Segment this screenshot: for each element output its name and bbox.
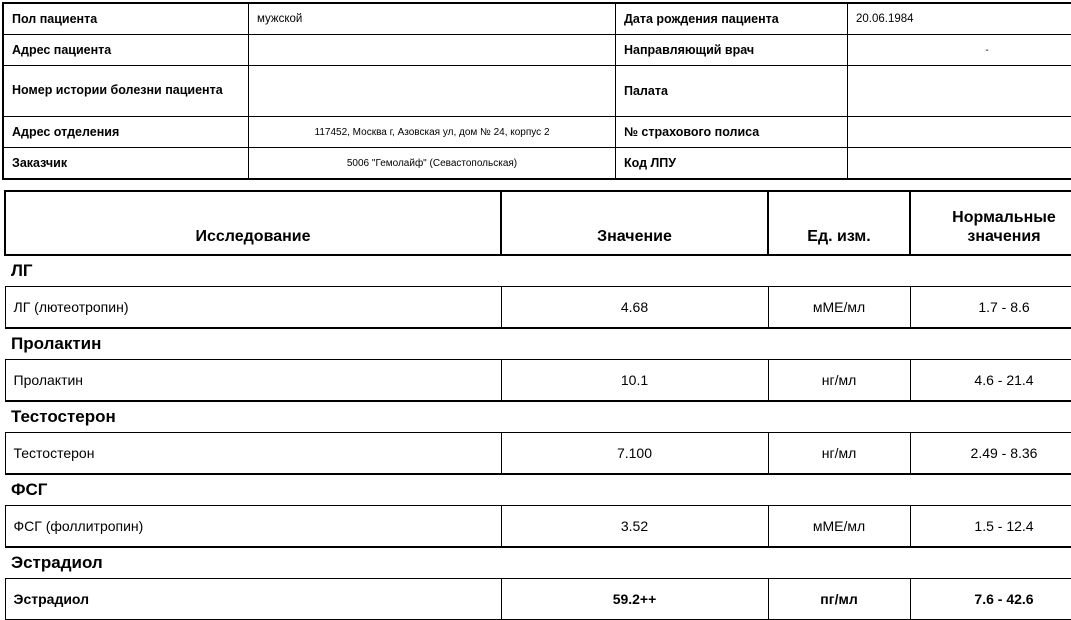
cell-test-name: Пролактин [5, 360, 501, 402]
cell-test-unit: мМЕ/мл [768, 506, 910, 548]
label-patient-sex: Пол пациента [3, 3, 249, 35]
value-ward [848, 66, 1071, 117]
lab-report-page [0, 2, 1071, 603]
group-spacer [910, 547, 1071, 579]
patient-info-row [3, 148, 1071, 180]
results-header [5, 191, 1071, 255]
group-heading-row [5, 547, 1071, 579]
label-patient-birthdate: Дата рождения пациента [616, 3, 848, 35]
patient-info-body [3, 3, 1071, 179]
group-spacer [768, 474, 910, 506]
value-patient-sex: мужской [249, 3, 616, 35]
cell-reference-range: 7.6 - 42.6 [910, 579, 1071, 620]
group-heading-row [5, 328, 1071, 360]
cell-reference-range: 2.49 - 8.36 [910, 433, 1071, 475]
group-spacer [910, 328, 1071, 360]
group-heading-row [5, 474, 1071, 506]
value-customer: 5006 "Гемолайф" (Севастопольская) [249, 148, 616, 180]
group-spacer [910, 401, 1071, 433]
group-spacer [768, 401, 910, 433]
patient-info-row [3, 35, 1071, 66]
patient-info-row [3, 3, 1071, 35]
group-title-lh: ЛГ [5, 255, 768, 287]
group-heading-row [5, 401, 1071, 433]
header-reference-range-line2: значения [915, 228, 1071, 246]
label-case-history-number: Номер истории болезни пациента [3, 66, 249, 117]
cell-reference-range: 4.6 - 21.4 [910, 360, 1071, 402]
label-referring-doctor: Направляющий врач [616, 35, 848, 66]
results-header-row [5, 191, 1071, 255]
value-insurance-policy-number [848, 117, 1071, 148]
group-title-prolactin: Пролактин [5, 328, 768, 360]
table-row [5, 360, 1071, 402]
group-spacer [768, 255, 910, 287]
group-spacer [768, 328, 910, 360]
label-clinic-code: Код ЛПУ [616, 148, 848, 180]
table-row [5, 579, 1071, 620]
results-body [5, 255, 1071, 620]
cell-test-unit: пг/мл [768, 579, 910, 620]
header-test-name: Исследование [5, 191, 501, 255]
table-row [5, 287, 1071, 329]
label-department-address: Адрес отделения [3, 117, 249, 148]
group-heading-row [5, 255, 1071, 287]
label-ward: Палата [616, 66, 848, 117]
cell-test-value: 3.52 [501, 506, 768, 548]
cell-test-name: Тестостерон [5, 433, 501, 475]
cell-test-name: ЛГ (лютеотропин) [5, 287, 501, 329]
cell-test-value: 59.2++ [501, 579, 768, 620]
label-customer: Заказчик [3, 148, 249, 180]
cell-test-value: 4.68 [501, 287, 768, 329]
label-insurance-policy-number: № страхового полиса [616, 117, 848, 148]
cell-test-name: Эстрадиол [5, 579, 501, 620]
group-title-estradiol: Эстрадиол [5, 547, 768, 579]
cell-test-value: 7.100 [501, 433, 768, 475]
results-table [4, 190, 1071, 620]
cell-reference-range: 1.5 - 12.4 [910, 506, 1071, 548]
table-row [5, 433, 1071, 475]
cell-reference-range: 1.7 - 8.6 [910, 287, 1071, 329]
group-spacer [910, 474, 1071, 506]
header-test-value: Значение [501, 191, 768, 255]
cell-test-unit: нг/мл [768, 360, 910, 402]
cell-test-unit: нг/мл [768, 433, 910, 475]
group-title-testosterone: Тестостерон [5, 401, 768, 433]
cell-test-name: ФСГ (фоллитропин) [5, 506, 501, 548]
group-spacer [910, 255, 1071, 287]
table-row [5, 506, 1071, 548]
value-patient-address [249, 35, 616, 66]
header-reference-range-line1: Нормальные [915, 209, 1071, 227]
header-reference-range [910, 191, 1071, 255]
group-spacer [768, 547, 910, 579]
value-case-history-number [249, 66, 616, 117]
cell-test-value: 10.1 [501, 360, 768, 402]
patient-info-row [3, 117, 1071, 148]
patient-info-row [3, 66, 1071, 117]
header-test-unit: Ед. изм. [768, 191, 910, 255]
value-department-address: 117452, Москва г, Азовская ул, дом № 24, корпус 2 [249, 117, 616, 148]
value-clinic-code [848, 148, 1071, 180]
value-patient-birthdate: 20.06.1984 [848, 3, 1071, 35]
label-patient-address: Адрес пациента [3, 35, 249, 66]
value-referring-doctor: - [848, 35, 1071, 66]
group-title-fsh: ФСГ [5, 474, 768, 506]
patient-info-table [2, 2, 1071, 180]
cell-test-unit: мМЕ/мл [768, 287, 910, 329]
